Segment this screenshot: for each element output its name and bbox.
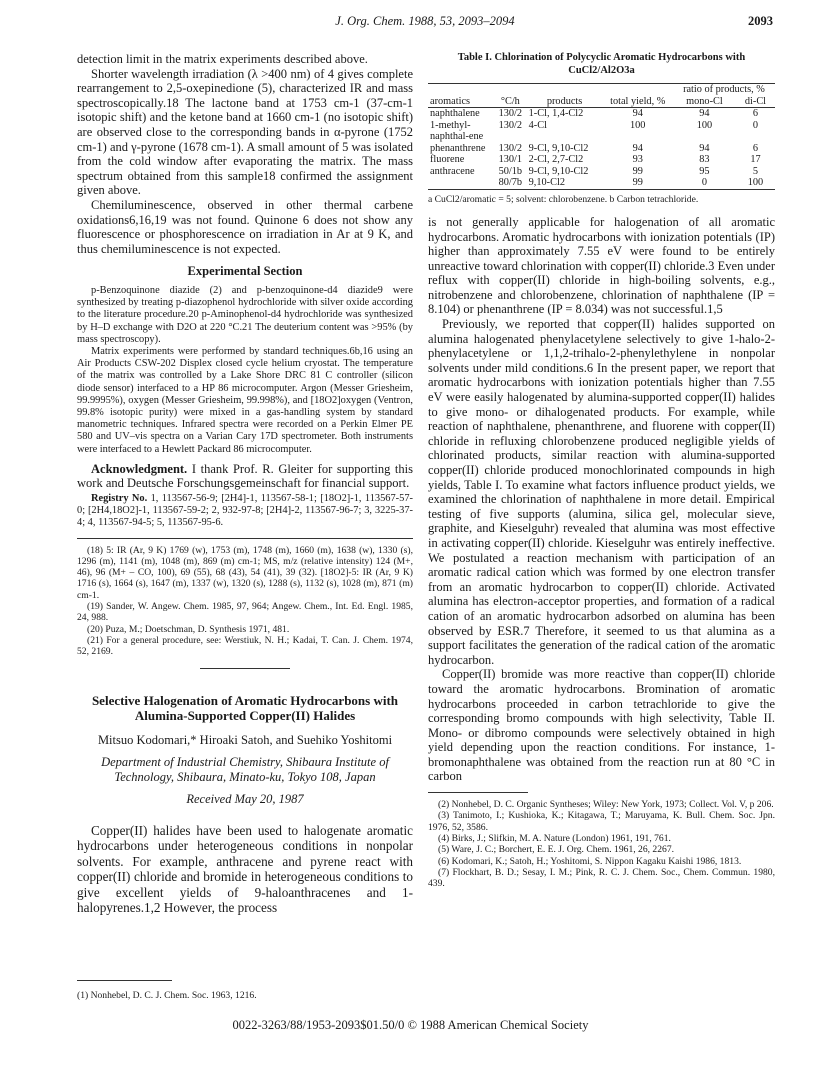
table-cell: 130/1: [498, 154, 523, 165]
table-caption: Table I. Chlorination of Polycyclic Aromatic Hydrocarbons with CuCl2/Al2O3a: [457, 52, 746, 76]
table-cell: 2-Cl, 2,7-Cl2: [528, 154, 584, 165]
table-cell: 83: [699, 154, 710, 165]
table-header: aromatics: [428, 96, 494, 108]
table-cell: 80/7b: [494, 177, 527, 189]
table-cell: 94: [632, 108, 643, 119]
table-cell: 94: [699, 142, 710, 154]
table-cell: 6: [752, 142, 759, 154]
journal-citation: J. Org. Chem. 1988, 53, 2093–2094: [335, 14, 515, 28]
reference: (5) Ware, J. C.; Borchert, E. E. J. Org. Chem. 1961, 26, 2267.: [438, 844, 675, 856]
table-cell: 93: [632, 154, 643, 165]
table-cell: 100: [629, 119, 646, 131]
table-header: mono-Cl: [673, 96, 736, 108]
table-cell: 5: [752, 165, 759, 177]
table-row: [428, 143, 775, 155]
reference: (2) Nonhebel, D. C. Organic Syntheses; Wiley: New York, 1973; Collect. Vol. V, p 206.: [438, 799, 774, 811]
reference: (18) 5: IR (Ar, 9 K) 1769 (w), 1753 (m), 1748 (m), 1660 (m), 1638 (w), 1330 (s), 1296 (m), 1141 (m), 1048 (m), 869 (m) cm-1; MS, m/z (relative intensity) 124 (M+, 46), 96 (M+ – CO, 100), 69 (55), 68 (43), 54 (41), 39 (32). [18O2]-5: IR (Ar, 9 K) 1716 (s), 1664 (s), 1647 (m), 1337 (w), 1320 (s), 1288 (s), 1132 (s), 1028 (m), 871 (m) cm-1.: [77, 544, 413, 601]
article-header: [77, 693, 413, 807]
table-cell: 130/2: [498, 108, 523, 119]
registry-numbers: [77, 493, 413, 530]
table-cell: 99: [603, 177, 673, 189]
article-abstract: Copper(II) halides have been used to halogenate aromatic hydrocarbons under heterogeneous conditions in nonpolar solvents. For example, anthracene and pyrene react with copper(II) chloride and bromide in heterogeneous conditions to give excellent yields of 9-haloanthracenes and 1-halopyrenes.1,2 However, the process: [77, 822, 413, 915]
table-cell: 17: [750, 154, 761, 165]
table-header: °C/h: [494, 96, 527, 108]
table-cell: phenanthrene: [430, 142, 486, 154]
table-cell: [428, 177, 494, 189]
table-cell: 99: [632, 165, 643, 177]
table-cell: 9-Cl, 9,10-Cl2: [528, 142, 589, 154]
table-cell: 1-methyl-naphthal-ene: [430, 119, 484, 142]
references-right: [428, 799, 775, 889]
article-authors: Mitsuo Kodomari,* Hiroaki Satoh, and Suehiko Yoshitomi: [97, 732, 393, 747]
running-header: [77, 14, 773, 34]
paragraph: Chemiluminescence, observed in other thermal carbene oxidations6,16,19 was not found. Quinone 6 does not show any fluorescence or phosphorescence on irradiation in Ar at 9 K, and thus chemiluminescence is not expected.: [77, 197, 413, 256]
paragraph: Shorter wavelength irradiation (λ >400 nm) of 4 gives complete rearrangement to 2,5-oxepinedione (5), characterized IR and mass spectroscopically.18 The lactone band at 1753 cm-1 (37-cm-1 isotopic shift) and the ketone band at 1660 cm-1 (no isotopic shift) are observed close to the corresponding bands in α-pyrone (1752 cm-1) and γ-pyrone (1678 cm-1). A small amount of 5 was isolated from the cold window after evaporating the matrix. The mass spectrum obtained from this sample18 confirmed the assignment given above.: [77, 66, 414, 198]
paragraph: Copper(II) bromide was more reactive than copper(II) chloride toward the aromatic hydrocarbons. Bromination of aromatic hydrocarbons proceeded in carbon tetrachloride to give the corresponding bromo compounds with high selectivity, Table II. Mono- or dibromo compounds were selectively obtained in high yield depending upon the reaction conditions. For instance, 1-bromonaphthalene was obtained from the reaction run at 80 °C in carbon: [428, 667, 775, 784]
paragraph: detection limit in the matrix experiments described above.: [77, 52, 368, 66]
experimental-paragraph: Matrix experiments were performed by standard techniques.6b,16 using an Air Products CSW-202 Displex closed cycle helium cryostat. The temperature of the matrix was controlled by a Lake Shore DRC 81 C controller (silicon diode sensor) interfaced to a HP 86 microcomputer. Argon (Messer Griesheim, 99.9995%), oxygen (Messer Griesheim, 99.998%), and [18O2]oxygen (Ventron, 99.8% isotopic purity) were mixed in a gas-handling system by standard manometric techniques. Infrared spectra were recorded on a Perkin Elmer PE 580 and UV–vis spectra on a Varian Cary 17D spectrometer. Both instruments were interfaced to a Hewlett Packard 86 microcomputer.: [77, 345, 413, 455]
reference: (19) Sander, W. Angew. Chem. 1985, 97, 964; Angew. Chem., Int. Ed. Engl. 1985, 24, 988.: [77, 601, 413, 624]
acknowledgment: [77, 462, 413, 491]
table-footnote: a CuCl2/aromatic = 5; solvent: chlorobenzene. b Carbon tetrachloride.: [428, 193, 699, 205]
table-row: [428, 120, 775, 143]
table-cell: anthracene: [430, 165, 475, 177]
table-header: ratio of products, %: [673, 84, 775, 96]
table-cell: 0: [752, 119, 759, 131]
received-date: Received May 20, 1987: [186, 792, 304, 807]
table-cell: 100: [736, 177, 775, 189]
table-cell: 4-Cl: [528, 119, 547, 131]
registry-text: 1, 113567-56-9; [2H4]-1, 113567-58-1; [18O2]-1, 113567-57-0; [2H4,18O2]-1, 113567-59-2; 2, 932-97-8; [2H4]-2, 113567-96-7; 3, 3225-37-4; 4, 113567-94-5; 5, 113567-95-6.: [77, 492, 413, 529]
table-row: [428, 108, 775, 120]
copyright-footer: 0022-3263/88/1953-2093$01.50/0 © 1988 American Chemical Society: [232, 1018, 589, 1032]
table-cell: 95: [699, 165, 710, 177]
table-row: [428, 166, 775, 178]
table-cell: fluorene: [430, 154, 465, 165]
experimental-paragraph: p-Benzoquinone diazide (2) and p-benzoquinone-d4 diazide9 were synthesized by treating p-diazophenol hydrochloride with silver oxide according to the literature procedure.20 p-Aminophenol-d4 hydrochloride was synthesized by H–D exchange with D2O at 220 °C.21 The deuterium content was >95% (by mass spectroscopy).: [77, 284, 413, 345]
table-cell: 9,10-Cl2: [527, 177, 603, 189]
reference: (4) Birks, J.; Slifkin, M. A. Nature (London) 1961, 191, 761.: [438, 832, 671, 844]
left-column: [77, 52, 413, 915]
table-row: [428, 177, 775, 189]
reference: (7) Flockhart, B. D.; Sesay, I. M.; Pink, R. C. J. Chem. Soc., Chem. Commun. 1980, 439.: [428, 866, 775, 890]
table-cell: 50/1b: [498, 165, 523, 177]
acknowledgment-heading: Acknowledgment.: [91, 461, 188, 476]
reference: (3) Tanimoto, I.; Kushioka, K.; Kitagawa, T.; Maruyama, K. Bull. Chem. Soc. Jpn. 1976, 52, 3586.: [428, 810, 775, 833]
table-cell: 0: [673, 177, 736, 189]
acknowledgment-text: I thank Prof. R. Gleiter for supporting this work and Deutsche Forschungsgemeinschaft for financial support.: [77, 461, 413, 491]
divider: [77, 538, 413, 539]
table-row: [428, 154, 775, 166]
footnote-rule: [77, 980, 172, 981]
reference: (21) For a general procedure, see: Werstiuk, N. H.; Kadai, T. Can. J. Chem. 1974, 52, 2169.: [77, 634, 413, 658]
references-left: [77, 545, 413, 658]
table-cell: 130/2: [498, 142, 523, 154]
divider: [200, 668, 290, 669]
paragraph: is not generally applicable for halogenation of all aromatic hydrocarbons. Aromatic hydrocarbons with ionization potentials (IP) higher than approximately 7.55 eV were found to be entirely unreactive toward chlorination with copper(II) chloride.3 Even under reflux with copper(II) chloride in high-boiling solvents, e.g., nitrobenzene and chlorobenzene, chlorination of naphthalene (IP = 8.104) or phenanthrene (IP = 8.034) was not successful.1,5: [428, 214, 775, 317]
table-header: products: [527, 96, 603, 108]
table-cell: 130/2: [498, 119, 523, 131]
table-cell: 94: [632, 142, 643, 154]
section-heading: Experimental Section: [187, 264, 303, 279]
table-cell: 100: [696, 119, 713, 131]
table-cell: 1-Cl, 1,4-Cl2: [528, 108, 584, 119]
table-header: di-Cl: [736, 96, 775, 108]
article-title: Selective Halogenation of Aromatic Hydrocarbons with Alumina-Supported Copper(II) Halides: [91, 692, 399, 723]
footnote: (1) Nonhebel, D. C. J. Chem. Soc. 1963, 1216.: [77, 990, 257, 1001]
table-cell: 6: [752, 108, 759, 119]
table-cell: 9-Cl, 9,10-Cl2: [528, 165, 589, 177]
page-number: 2093: [748, 14, 773, 28]
reference: (20) Puza, M.; Doetschman, D. Synthesis 1971, 481.: [87, 623, 290, 635]
divider: [428, 792, 528, 793]
article-affiliation: Department of Industrial Chemistry, Shibaura Institute of Technology, Shibaura, Minato-ku, Tokyo 108, Japan: [101, 755, 389, 784]
paragraph: Previously, we reported that copper(II) halides supported on alumina halogenated phenylacetylene selectively to give 1-halo-2-phenylacetylene or 1,1,2-trihalo-2-phenylethylene in nonpolar solvents under mild conditions.6 In the present paper, we report that aromatic hydrocarbons with ionization potentials higher than 7.55 eV were easily halogenated by alumina-supported copper(II) halides to give mono- or dihalogenated products. For example, while reaction of naphthalene, phenanthrene, and fluorene with copper(II) chloride in refluxing chlorobenzene produced negligible yields of chlorinated products, similar reaction with alumina-supported copper(II) chloride produced monochlorinated compounds in high yields, Table I. To examine what factors influence product yields, we examined the chlorination of naphthalene in more detail. Empirical testing of five supports (alumina, silica gel, molecular sieve, graphite, and Kieselguhr) revealed that alumina was most effective in activating copper(II) chloride. Kieselguhr was entirely ineffective. We postulated a reaction mechanism with participation of an aromatic radical cation which was formed by one electron transfer from an aromatic hydrocarbon to copper(II) chloride. Activated alumina has electron-acceptor properties, and formation of a radical cation of an aromatic hydrocarbon adsorbed on alumina has been observed by ESR.7 Therefore, it seemed to us that alumina as a support facilitates the generation of the radical cation of the aromatic hydrocarbon.: [428, 317, 775, 667]
right-column: [428, 52, 775, 889]
reference: (6) Kodomari, K.; Satoh, H.; Yoshitomi, S. Nippon Kagaku Kaishi 1986, 1813.: [438, 855, 742, 867]
data-table: [428, 83, 775, 190]
table-cell: naphthalene: [430, 108, 480, 119]
table-cell: 94: [699, 108, 710, 119]
table-header: total yield, %: [603, 96, 673, 108]
registry-heading: Registry No.: [91, 492, 148, 504]
